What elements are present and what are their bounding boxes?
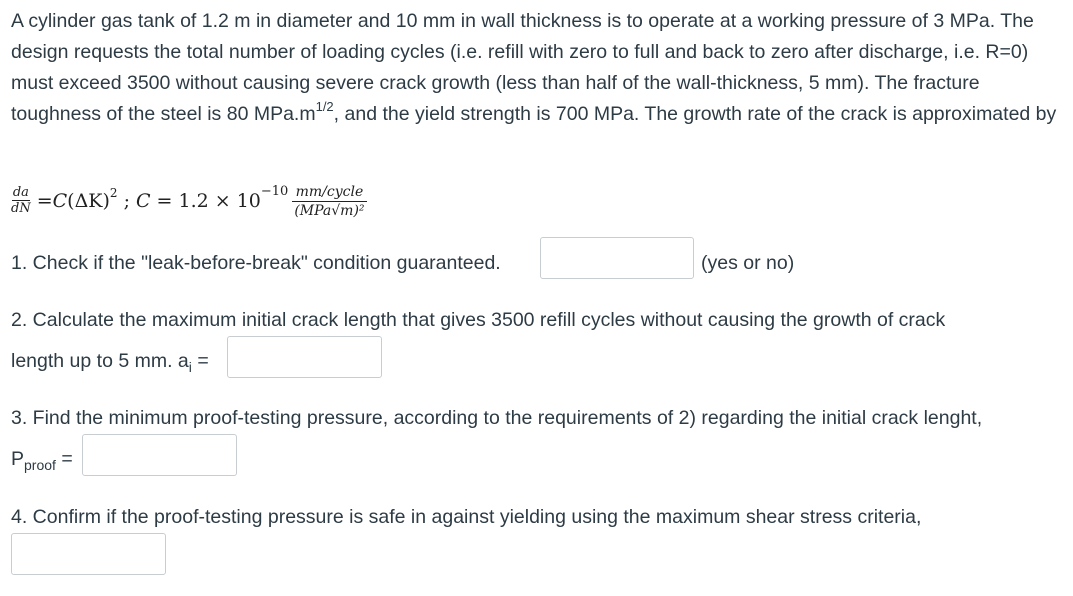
crack-growth-equation: $\frac{da}{dN}$ = C (ΔK) $^2$ ; C = 1.2 × 10 $^{-10}$ $\frac{\text{mm/cycle}}{\text{(MPa√m)²}}$ [11, 176, 369, 226]
problem-statement [11, 6, 1066, 130]
problem-text-part1: A cylinder gas tank of 1.2 m in diameter and 10 mm in wall thickness is to operate at a working pressure of 3 MPa. The design requests the total number of loading cycles (i.e. refill with zero to full and back to zero after discharge, i.e. R=0) must exceed 3500 without causing severe crack growth (less than half of the wall-thickness, 5 mm). The fracture toughness of the steel is 80 MPa.m [11, 10, 1034, 125]
question-3-equals: = [55, 448, 73, 470]
units-fraction [290, 183, 368, 220]
p-proof-label: P [11, 448, 25, 470]
question-3 [11, 403, 982, 434]
problem-exponent: 1/2 [315, 98, 334, 114]
fraction-numerator: da [12, 185, 29, 200]
semicolon: ; [123, 190, 130, 212]
question-1 [11, 248, 501, 279]
constant-value: = 1.2 × 10 [156, 190, 261, 212]
question-1-text: 1. Check if the "leak-before-break" condition guaranteed. [11, 252, 501, 274]
units-numerator: mm/cycle [292, 183, 368, 202]
answer-4-input[interactable] [11, 533, 166, 575]
da-dn-fraction [11, 185, 31, 217]
constant-c-2: C [135, 190, 151, 212]
question-1-hint-text: (yes or no) [701, 252, 795, 274]
question-2-equals: = [191, 350, 209, 372]
question-3-line2 [11, 444, 73, 476]
subscript-proof: proof [24, 457, 56, 473]
subscript-i: i [188, 359, 192, 375]
units-denominator: (MPa√m)² [294, 202, 365, 219]
answer-2-input[interactable] [227, 336, 382, 378]
question-2 [11, 305, 945, 336]
question-3-text: 3. Find the minimum proof-testing pressure, according to the requirements of 2) regarding the initial crack lenght, [11, 407, 983, 429]
answer-1-input[interactable] [540, 237, 694, 279]
delta-k: (ΔK) [67, 190, 110, 212]
question-2-line2 [11, 346, 209, 378]
equals-sign: = [36, 190, 53, 212]
question-2-text: 2. Calculate the maximum initial crack length that gives 3500 refill cycles without causing the growth of crack [11, 309, 946, 331]
question-4-text: 4. Confirm if the proof-testing pressure is safe in against yielding using the maximum shear stress criteria, [11, 506, 922, 528]
fraction-denominator: dN [11, 201, 31, 216]
problem-text-part2: , and the yield strength is 700 MPa. The growth rate of the crack is approximated by [333, 103, 1057, 125]
question-4 [11, 502, 921, 533]
constant-c: C [52, 190, 68, 212]
question-1-hint [701, 248, 794, 279]
question-2-text2: length up to 5 mm. a [11, 350, 189, 372]
answer-3-input[interactable] [82, 434, 237, 476]
